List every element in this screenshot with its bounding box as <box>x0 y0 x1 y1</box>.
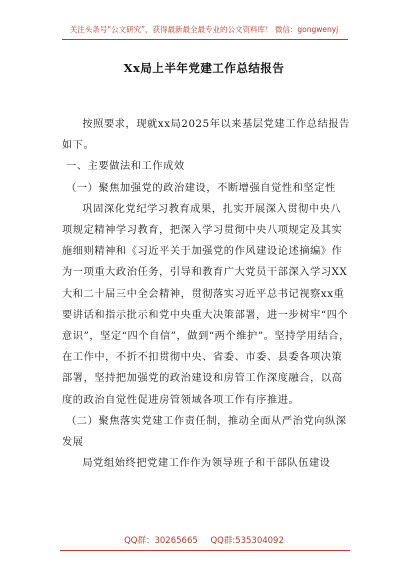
body-paragraph-1: 巩固深化党纪学习教育成果，扎实开展深入贯彻中央八项规定精神学习教育，把深入学习贯彻中央八项规定及其实施细则精神和《习近平关于加强党的作风建设论述摘编》作为一项重大政治任务，引导和教育广大党员干部深入学习XX大和二十届三中全会精神，贯彻落实习近平总书记视察xx重要讲话和指示批示和党中央重大决策部署，进一步树牢“四个意识”，坚定“四个自信”，做到“两个维护”。坚持学用结合，在工作中，不折不扣贯彻中央、省委、市委、县委各项决策部署，坚持把加强党的政治建设和房管工作深度融合，以高度的政治自觉性促进房管领域各项工作有序推进。 <box>62 203 350 406</box>
document-body <box>62 114 352 474</box>
body-paragraph-2: 局党组始终把党建工作作为领导班子和干部队伍建设 <box>82 458 331 470</box>
header-promo-note: 关注头条号“公文研究”，获得最新最全最专业的公文资料库！ 微信：gongwenyj <box>69 25 339 34</box>
section-heading-1: 一、主要做法和工作成效 <box>66 161 185 173</box>
footer-divider <box>60 550 350 551</box>
intro-paragraph: 按照要求，现就xx局2025年以来基层党建工作总结报告如下。 <box>62 119 350 152</box>
footer-qq-groups: QQ群：30265665 QQ群:535304092 <box>124 536 284 546</box>
subsection-heading-1: （一）聚焦加强党的政治建设，不断增强自觉性和坚定性 <box>66 182 336 194</box>
subsection-heading-2: （二）聚焦落实党建工作责任制，推动全面从严治党向纵深发展 <box>62 415 347 449</box>
header-divider <box>62 39 348 40</box>
document-title: Xx局上半年党建工作总结报告 <box>123 61 285 75</box>
